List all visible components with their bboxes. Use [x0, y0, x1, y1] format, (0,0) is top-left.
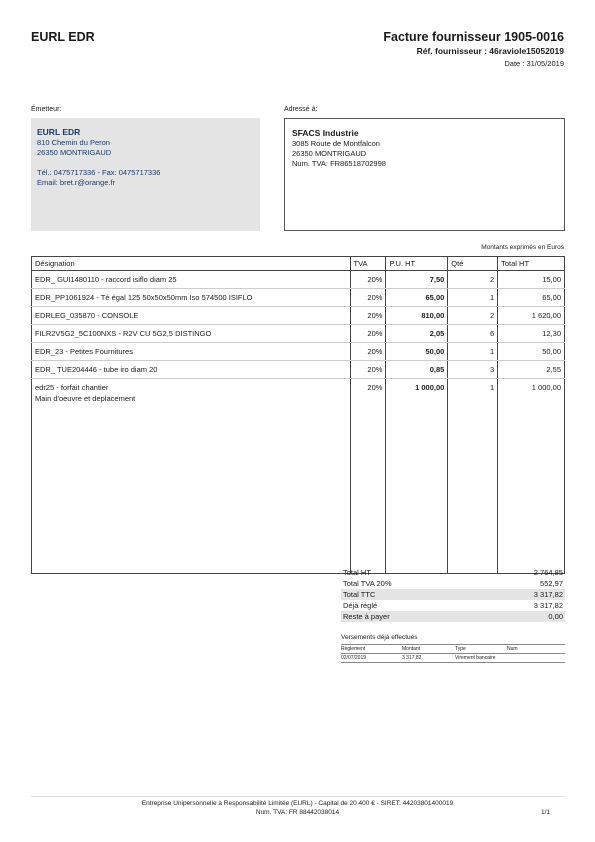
- items-header-row: [32, 257, 565, 271]
- table-row: [32, 289, 565, 307]
- table-row: [32, 379, 565, 574]
- row-quantity: 2: [448, 271, 498, 289]
- row-tva: 20%: [350, 325, 386, 343]
- company-name: EURL EDR: [31, 30, 95, 44]
- total-tva-row: [341, 578, 565, 589]
- row-designation: EDR_PP1061924 - Té égal 125 50x50x50mm Iso 574500 ISIFLO: [32, 289, 351, 307]
- row-quantity: 1: [448, 289, 498, 307]
- table-row: [32, 343, 565, 361]
- emitter-email: Email: bret.r@orange.fr: [37, 178, 116, 187]
- emitter-label: Émetteur:: [31, 106, 62, 113]
- recipient-box: [284, 118, 565, 231]
- remaining-row: [341, 611, 565, 622]
- row-total: 2,55: [498, 361, 565, 379]
- total-ht-row: [341, 567, 565, 578]
- col-quantity: Qté: [448, 257, 498, 271]
- row-total: 1 620,00: [498, 307, 565, 325]
- col-tva: TVA: [350, 257, 386, 271]
- emitter-address1: 810 Chemin du Peron: [37, 138, 110, 147]
- row-designation: [32, 379, 351, 574]
- recipient-address1: 3085 Route de Montfalcon: [292, 139, 380, 148]
- remaining-value: 0,00: [548, 612, 563, 621]
- row-designation: EDR_23 - Petites Fournitures: [32, 343, 351, 361]
- row-tva: 20%: [350, 361, 386, 379]
- payment-type: Virement bancaire: [455, 655, 496, 661]
- payments-col-num: Num: [507, 646, 518, 652]
- already-paid-label: Déjà réglé: [343, 601, 378, 610]
- row-unit-price: 810,00: [386, 307, 448, 325]
- payments-col-settlement: Règlement: [341, 646, 366, 652]
- row-designation: EDR_ TUE204446 - tube iro diam 20: [32, 361, 351, 379]
- invoice-title: Facture fournisseur 1905-0016: [383, 30, 564, 44]
- total-ttc-row: [341, 589, 565, 600]
- table-row: [32, 307, 565, 325]
- payment-amount: 3 317,82: [402, 655, 422, 661]
- row-tva: 20%: [350, 289, 386, 307]
- row-quantity: 3: [448, 361, 498, 379]
- total-tva-value: 552,97: [540, 579, 563, 588]
- col-unit-price: P.U. HT: [386, 257, 448, 271]
- recipient-name: SFACS Industrie: [292, 128, 359, 138]
- items-table: [31, 256, 565, 574]
- table-row: [32, 325, 565, 343]
- footer-vat: Num. TVA: FR 88442038014: [255, 809, 340, 816]
- row-total: 15,00: [498, 271, 565, 289]
- supplier-reference: Réf. fournisseur : 46raviole15052019: [416, 46, 564, 56]
- row-designation: EDRLEG_035870 - CONSOLE: [32, 307, 351, 325]
- row-tva: 20%: [350, 307, 386, 325]
- payments-block: [341, 634, 565, 663]
- currency-note: Montants exprimés en Euros: [481, 244, 564, 251]
- row-quantity: 6: [448, 325, 498, 343]
- row-unit-price: 2,05: [386, 325, 448, 343]
- payment-num: [507, 654, 565, 662]
- row-unit-price: 65,00: [386, 289, 448, 307]
- row-designation-line1: edr25 - forfait chantier: [35, 383, 109, 392]
- recipient-address2: 26350 MONTRIGAUD: [292, 149, 367, 158]
- row-unit-price: 1 000,00: [386, 379, 448, 574]
- table-row: [32, 361, 565, 379]
- emitter-phone: Tél.: 0475717336 - Fax: 0475717336: [37, 168, 161, 177]
- footer-divider: [31, 796, 565, 797]
- row-total: 12,30: [498, 325, 565, 343]
- total-ttc-value: 3 317,82: [533, 590, 563, 599]
- payments-col-type: Type: [455, 646, 466, 652]
- totals-block: [341, 567, 565, 622]
- emitter-box: [31, 118, 260, 231]
- invoice-date: Date : 31/05/2019: [504, 59, 564, 68]
- remaining-label: Reste à payer: [343, 612, 390, 621]
- row-tva: 20%: [350, 271, 386, 289]
- payment-row: [341, 654, 565, 663]
- row-designation: FILR2V5G2_5C100NXS - R2V CU 5G2,5 DISTINGO: [32, 325, 351, 343]
- row-quantity: 2: [448, 307, 498, 325]
- row-tva: 20%: [350, 379, 386, 574]
- payments-header-row: [341, 644, 565, 654]
- total-ht-value: 2 764,85: [533, 568, 563, 577]
- row-unit-price: 50,00: [386, 343, 448, 361]
- total-tva-label: Total TVA 20%: [343, 579, 392, 588]
- row-designation-line2: Main d'oeuvre et deplacement: [35, 394, 136, 403]
- page-number: 1/1: [540, 809, 550, 816]
- row-total: 50,00: [498, 343, 565, 361]
- payments-col-amount: Montant: [402, 646, 421, 652]
- table-row: [32, 271, 565, 289]
- emitter-address2: 26350 MONTRIGAUD: [37, 148, 112, 157]
- row-total: 1 000,00: [498, 379, 565, 574]
- total-ttc-label: Total TTC: [343, 590, 376, 599]
- col-total: Total HT: [498, 257, 565, 271]
- row-designation: EDR_ GUI1480110 - raccord isiflo diam 25: [32, 271, 351, 289]
- payments-title: Versements déjà effectués: [341, 634, 418, 641]
- payment-date: 02/07/2019: [341, 655, 367, 661]
- footer-legal: Entreprise Unipersonnelle à Responsabilité Limitée (EURL) - Capital de 20 400 € - SIRET: 44203801400019: [141, 800, 454, 807]
- recipient-label: Adressé à:: [284, 106, 318, 113]
- row-tva: 20%: [350, 343, 386, 361]
- already-paid-row: [341, 600, 565, 611]
- emitter-name: EURL EDR: [37, 127, 81, 137]
- row-quantity: 1: [448, 379, 498, 574]
- row-total: 65,00: [498, 289, 565, 307]
- row-unit-price: 0,85: [386, 361, 448, 379]
- total-ht-label: Total HT: [343, 568, 371, 577]
- already-paid-value: 3 317,82: [533, 601, 563, 610]
- row-unit-price: 7,50: [386, 271, 448, 289]
- col-designation: Désignation: [32, 257, 351, 271]
- row-quantity: 1: [448, 343, 498, 361]
- recipient-vat: Num. TVA: FR86518702998: [292, 159, 386, 168]
